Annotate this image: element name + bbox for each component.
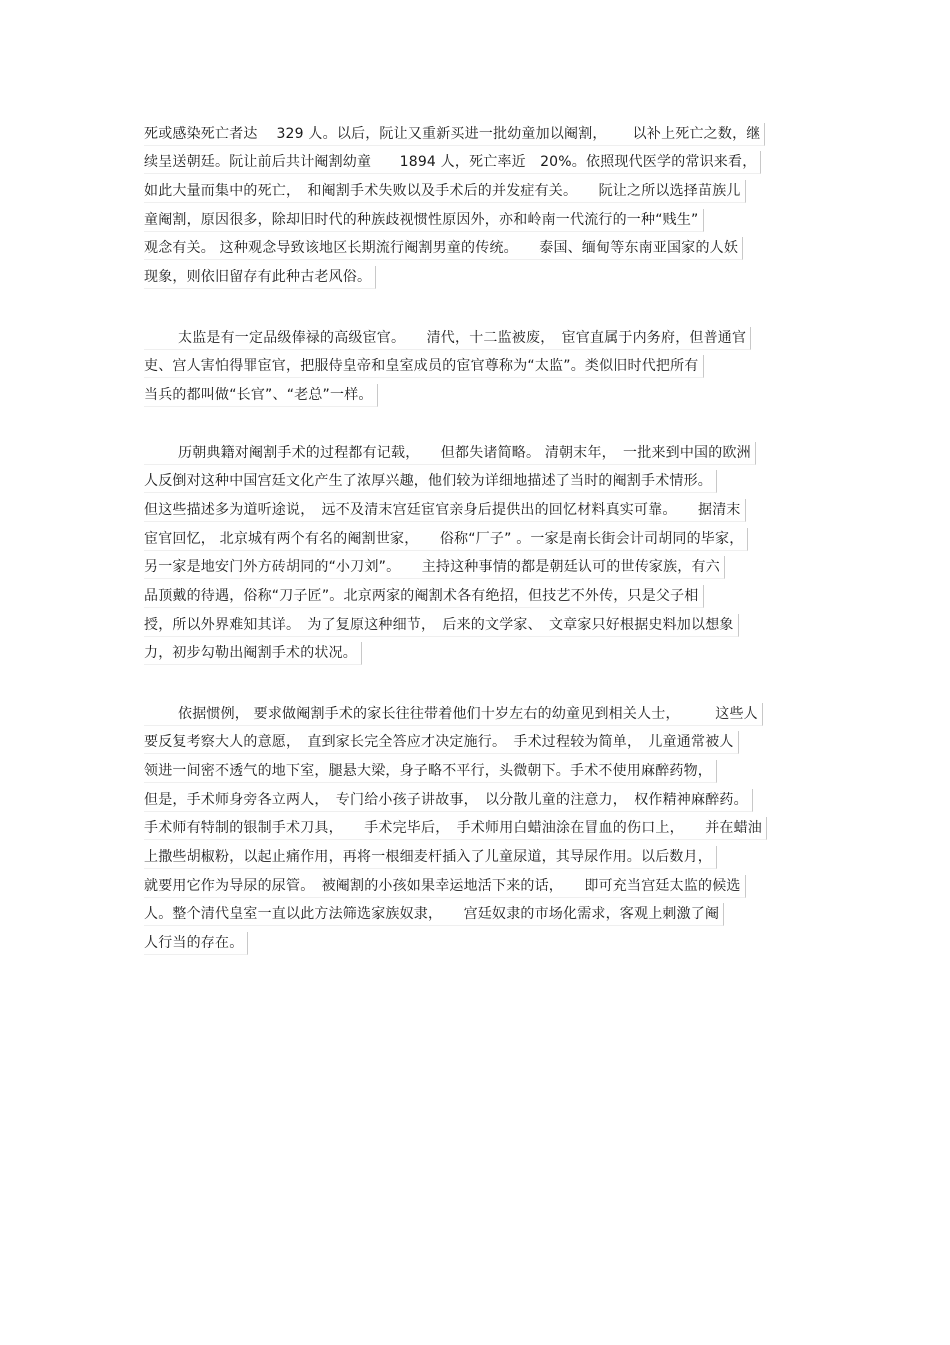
paragraph-3 bbox=[144, 439, 824, 669]
text-line: 另一家是地安门外方砖胡同的“小刀刘”。 主持这种事情的都是朝廷认可的世传家族，有六 bbox=[144, 554, 824, 583]
text-line: 授，所以外界难知其详。 为了复原这种细节， 后来的文学家、 文章家只好根据史料加以想象 bbox=[144, 611, 824, 640]
text-line: 就要用它作为导尿的尿管。 被阉割的小孩如果幸运地活下来的话， 即可充当宫廷太监的候选 bbox=[144, 872, 824, 901]
text-line: 但是，手术师身旁各立两人， 专门给小孩子讲故事， 以分散儿童的注意力， 权作精神麻醉药。 bbox=[144, 786, 824, 815]
text-line: 续呈送朝廷。阮让前后共计阉割幼童 1894 人，死亡率近 20%。依照现代医学的常识来看， bbox=[144, 149, 824, 178]
text-line: 要反复考察大人的意愿， 直到家长完全答应才决定施行。 手术过程较为简单， 儿童通常被人 bbox=[144, 729, 824, 758]
text-line: 人。整个清代皇室一直以此方法筛选家族奴隶， 宫廷奴隶的市场化需求，客观上刺激了阉 bbox=[144, 901, 824, 930]
text-line: 历朝典籍对阉割手术的过程都有记载， 但都失诸简略。 清朝末年， 一批来到中国的欧洲 bbox=[144, 439, 824, 468]
text-line: 如此大量而集中的死亡， 和阉割手术失败以及手术后的并发症有关。 阮让之所以选择苗族儿 bbox=[144, 177, 824, 206]
text-line: 当兵的都叫做“长官”、“老总”一样。 bbox=[144, 381, 824, 410]
text-line: 观念有关。 这种观念导致该地区长期流行阉割男童的传统。 泰国、缅甸等东南亚国家的人妖 bbox=[144, 235, 824, 264]
text-line: 宦官回忆， 北京城有两个有名的阉割世家， 俗称“厂子” 。一家是南长街会计司胡同的毕家， bbox=[144, 525, 824, 554]
paragraph-4 bbox=[144, 700, 824, 958]
text-line: 但这些描述多为道听途说， 远不及清末宫廷宦官亲身后提供出的回忆材料真实可靠。 据清末 bbox=[144, 496, 824, 525]
text-line: 现象，则依旧留存有此种古老风俗。 bbox=[144, 263, 824, 292]
text-line: 手术师有特制的银制手术刀具， 手术完毕后， 手术师用白蜡油涂在冒血的伤口上， 并在蜡油 bbox=[144, 815, 824, 844]
text-line: 吏、宫人害怕得罪宦官，把服侍皇帝和皇室成员的宦官尊称为“太监”。类似旧时代把所有 bbox=[144, 353, 824, 382]
paragraph-2 bbox=[144, 324, 824, 410]
text-line: 领进一间密不透气的地下室，腿悬大梁，身子略不平行，头微朝下。手术不使用麻醉药物， bbox=[144, 757, 824, 786]
text-line: 童阉割，原因很多，除却旧时代的种族歧视惯性原因外，亦和岭南一代流行的一种“贱生” bbox=[144, 206, 824, 235]
paragraph-1 bbox=[144, 120, 824, 292]
text-line: 依据惯例， 要求做阉割手术的家长往往带着他们十岁左右的幼童见到相关人士， 这些人 bbox=[144, 700, 824, 729]
text-line: 力，初步勾勒出阉割手术的状况。 bbox=[144, 640, 824, 669]
text-line: 品顶戴的待遇，俗称“刀子匠”。北京两家的阉割术各有绝招，但技艺不外传，只是父子相 bbox=[144, 582, 824, 611]
text-line: 人行当的存在。 bbox=[144, 930, 824, 959]
text-line: 人反倒对这种中国宫廷文化产生了浓厚兴趣，他们较为详细地描述了当时的阉割手术情形。 bbox=[144, 468, 824, 497]
text-line: 死或感染死亡者达 329 人。以后，阮让又重新买进一批幼童加以阉割， 以补上死亡之数，继 bbox=[144, 120, 824, 149]
text-line: 上撒些胡椒粉，以起止痛作用，再将一根细麦杆插入了儿童尿道，其导尿作用。以后数月， bbox=[144, 843, 824, 872]
text-line: 太监是有一定品级俸禄的高级宦官。 清代，十二监被废， 宦官直属于内务府，但普通官 bbox=[144, 324, 824, 353]
